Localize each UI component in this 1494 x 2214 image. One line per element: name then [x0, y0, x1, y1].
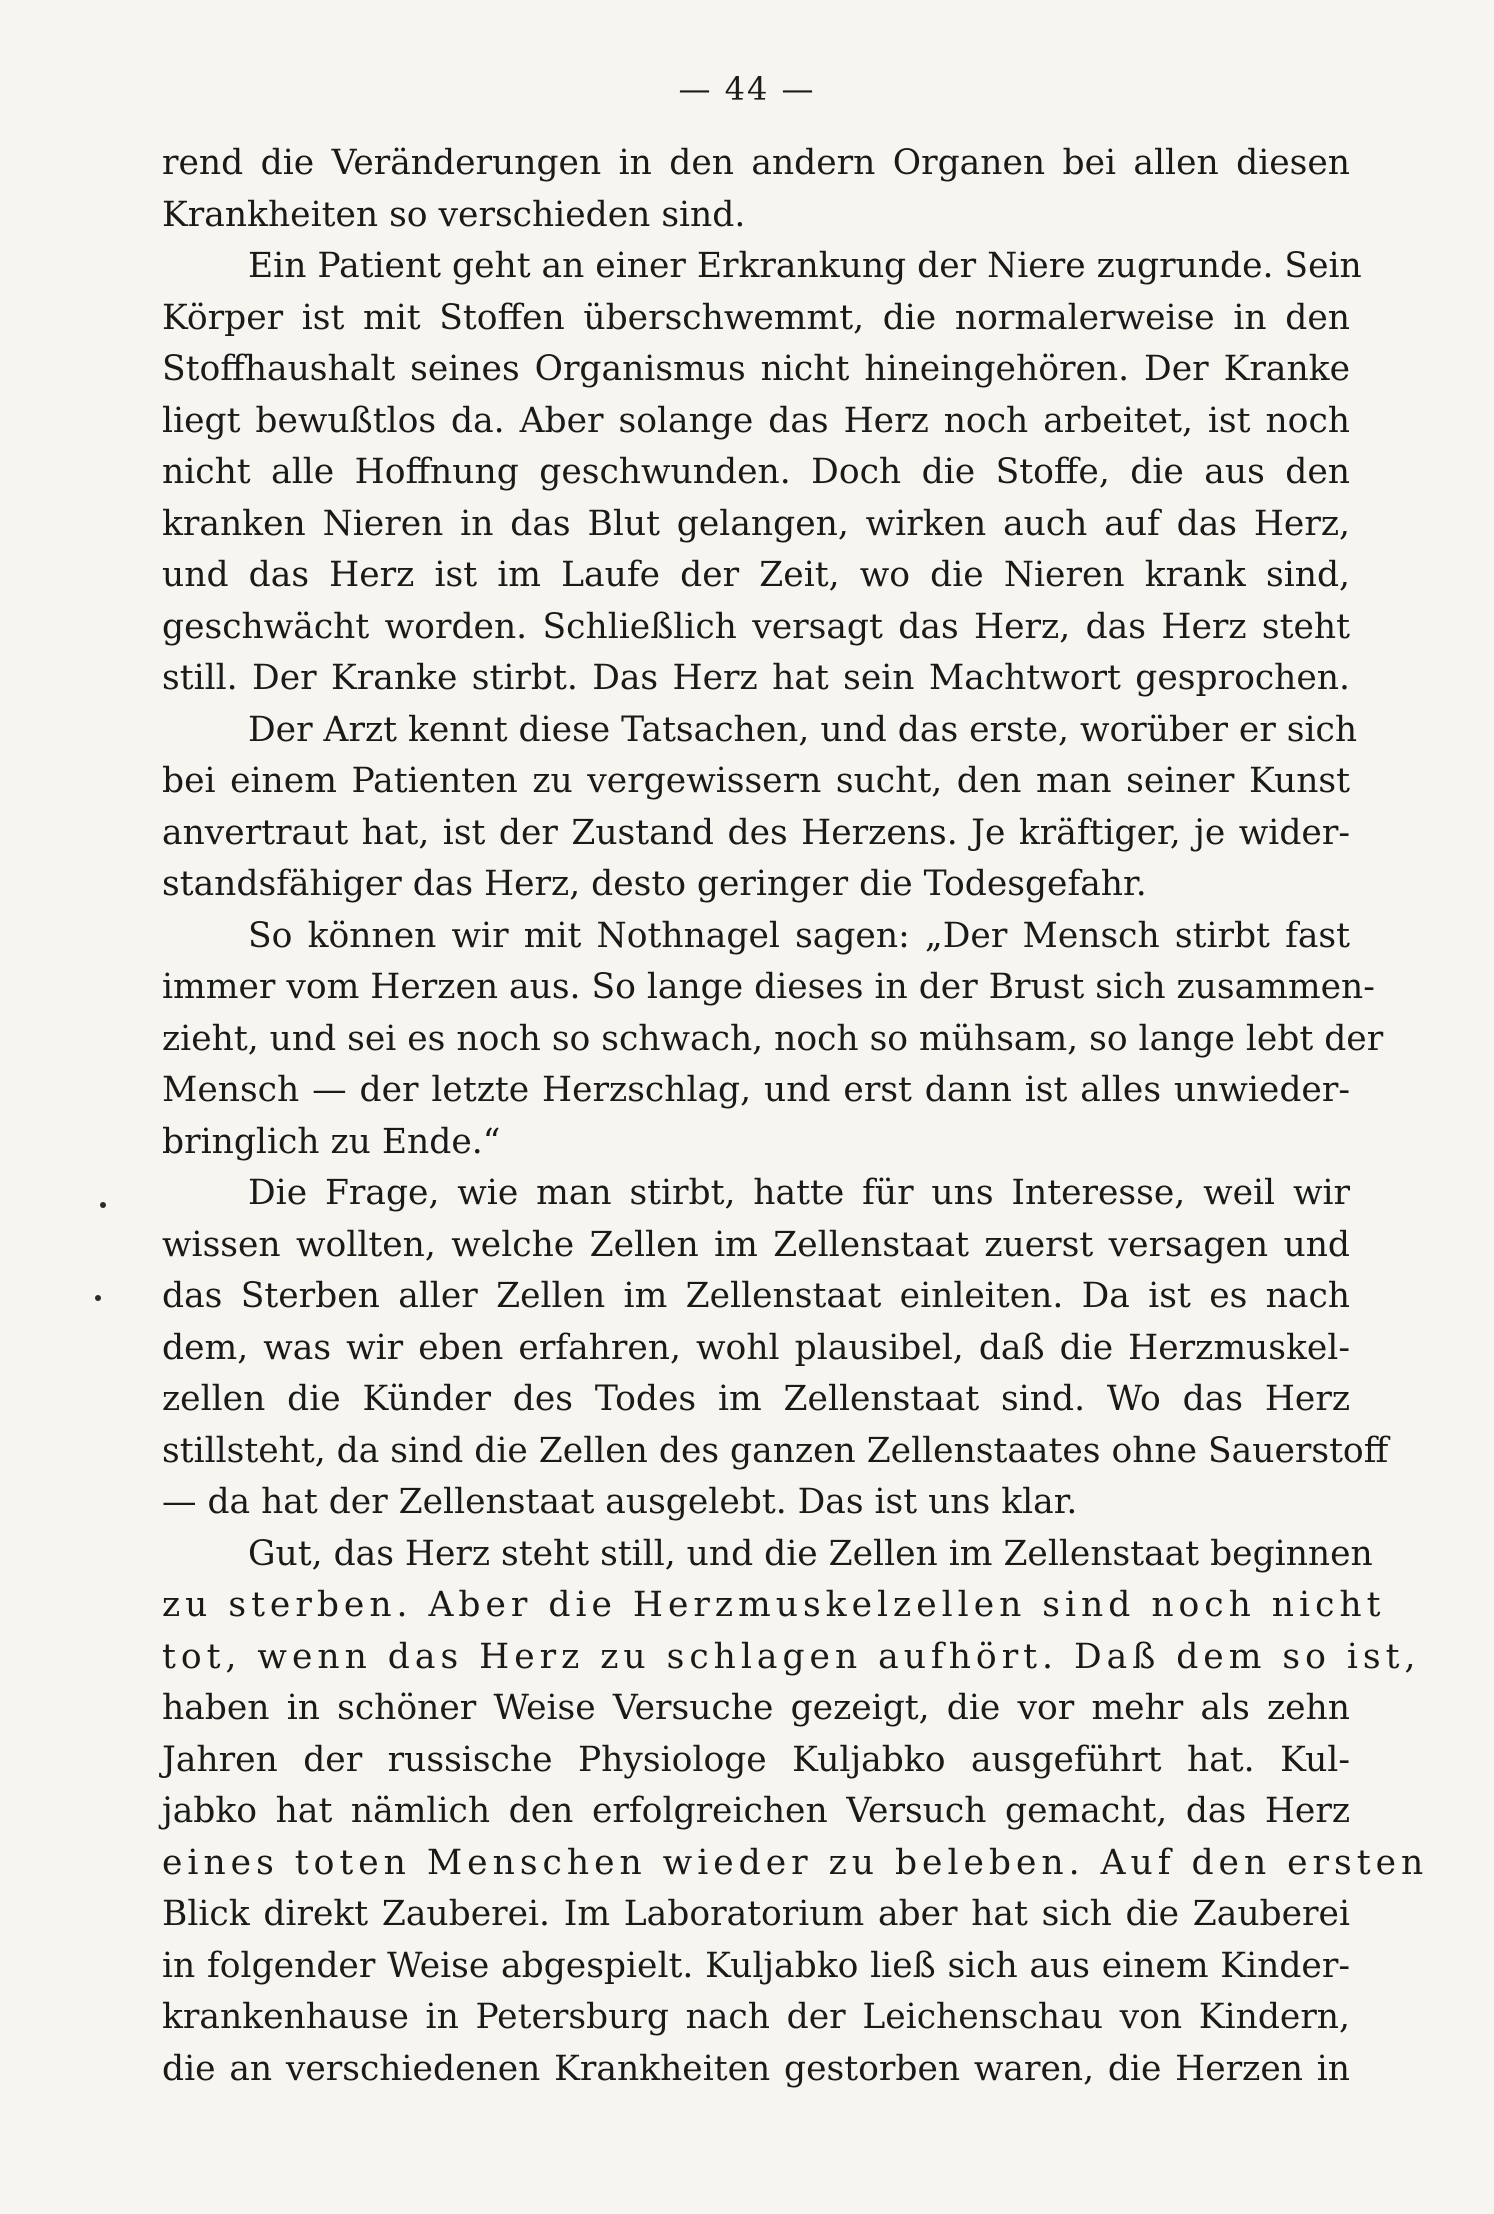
text-line: Blick direkt Zauberei. Im Laboratorium aber hat sich die Zauberei: [162, 1894, 1350, 1934]
paragraph-1: [162, 138, 1350, 241]
text-line: tot, wenn das Herz zu schlagen aufhört. Daß dem so ist,: [162, 1636, 1421, 1677]
text-line: geschwächt worden. Schließlich versagt das Herz, das Herz steht: [162, 606, 1350, 647]
text-line: So können wir mit Nothnagel sagen: „Der Mensch stirbt fast: [248, 915, 1350, 956]
text-line: bei einem Patienten zu vergewissern sucht, den man seiner Kunst: [162, 761, 1350, 801]
text-line: liegt bewußtlos da. Aber solange das Herz noch arbeitet, ist noch: [162, 400, 1350, 441]
text-line: Die Frage, wie man stirbt, hatte für uns Interesse, weil wir: [248, 1173, 1350, 1213]
text-line: Jahren der russische Physiologe Kuljabko ausgeführt hat. Kul-: [162, 1739, 1350, 1780]
body-text: [162, 138, 1429, 2095]
text-line: das Sterben aller Zellen im Zellenstaat einleiten. Da ist es nach: [162, 1276, 1350, 1316]
text-line: Körper ist mit Stoffen überschwemmt, die normalerweise in den: [162, 297, 1350, 338]
text-line: anvertraut hat, ist der Zustand des Herzens. Je kräftiger, je wider-: [162, 812, 1350, 853]
text-line: rend die Veränderungen in den andern Organen bei allen diesen: [162, 143, 1350, 183]
text-line: kranken Nieren in das Blut gelangen, wirken auch auf das Herz,: [162, 503, 1350, 544]
text-line: Krankheiten so verschieden sind.: [162, 194, 746, 235]
text-line: zu sterben. Aber die Herzmuskelzellen sind noch nicht: [162, 1585, 1386, 1625]
text-line: standsfähiger das Herz, desto geringer die Todesgefahr.: [162, 864, 1147, 904]
text-line: zieht, und sei es noch so schwach, noch so mühsam, so lange lebt der: [162, 1018, 1384, 1059]
paragraph-3: [162, 705, 1358, 911]
paragraph-2: [162, 241, 1362, 705]
paragraph-4: [162, 911, 1384, 1169]
text-line: wissen wollten, welche Zellen im Zellenstaat zuerst versagen und: [162, 1224, 1350, 1265]
text-line: Der Arzt kennt diese Tatsachen, und das erste, worüber er sich: [248, 709, 1358, 750]
text-line: die an verschiedenen Krankheiten gestorben waren, die Herzen in: [162, 2048, 1350, 2089]
margin-mark: [95, 1295, 101, 1301]
text-line: Gut, das Herz steht still, und die Zellen im Zellenstaat beginnen: [248, 1533, 1373, 1574]
text-line: still. Der Kranke stirbt. Das Herz hat sein Machtwort gesprochen.: [162, 658, 1350, 698]
page-number: — 44 —: [678, 70, 816, 108]
text-line: immer vom Herzen aus. So lange dieses in der Brust sich zusammen-: [162, 967, 1375, 1007]
text-line: nicht alle Hoffnung geschwunden. Doch die Stoffe, die aus den: [162, 452, 1350, 492]
text-line: Mensch — der letzte Herzschlag, und erst dann ist alles unwieder-: [162, 1070, 1350, 1110]
text-line: eines toten Menschen wieder zu beleben. Auf den ersten: [162, 1842, 1429, 1883]
text-line: Ein Patient geht an einer Erkrankung der Niere zugrunde. Sein: [248, 246, 1362, 286]
text-line: haben in schöner Weise Versuche gezeigt, die vor mehr als zehn: [162, 1688, 1350, 1728]
text-line: — da hat der Zellenstaat ausgelebt. Das ist uns klar.: [162, 1482, 1078, 1522]
text-line: stillsteht, da sind die Zellen des ganzen Zellenstaates ohne Sauerstoff: [162, 1430, 1389, 1471]
paragraph-6: [162, 1529, 1429, 2096]
text-line: in folgender Weise abgespielt. Kuljabko ließ sich aus einem Kinder-: [162, 1945, 1350, 1986]
text-line: Stoffhaushalt seines Organismus nicht hineingehören. Der Kranke: [162, 349, 1350, 389]
text-line: krankenhause in Petersburg nach der Leichenschau von Kindern,: [162, 1997, 1350, 2037]
paragraph-5: [162, 1168, 1389, 1529]
text-line: zellen die Künder des Todes im Zellenstaat sind. Wo das Herz: [162, 1379, 1350, 1419]
text-line: dem, was wir eben erfahren, wohl plausibel, daß die Herzmuskel-: [162, 1327, 1350, 1368]
text-line: bringlich zu Ende.“: [162, 1121, 501, 1162]
text-line: und das Herz ist im Laufe der Zeit, wo die Nieren krank sind,: [162, 555, 1350, 595]
text-line: jabko hat nämlich den erfolgreichen Versuch gemacht, das Herz: [162, 1791, 1350, 1831]
margin-mark: [100, 1202, 106, 1208]
